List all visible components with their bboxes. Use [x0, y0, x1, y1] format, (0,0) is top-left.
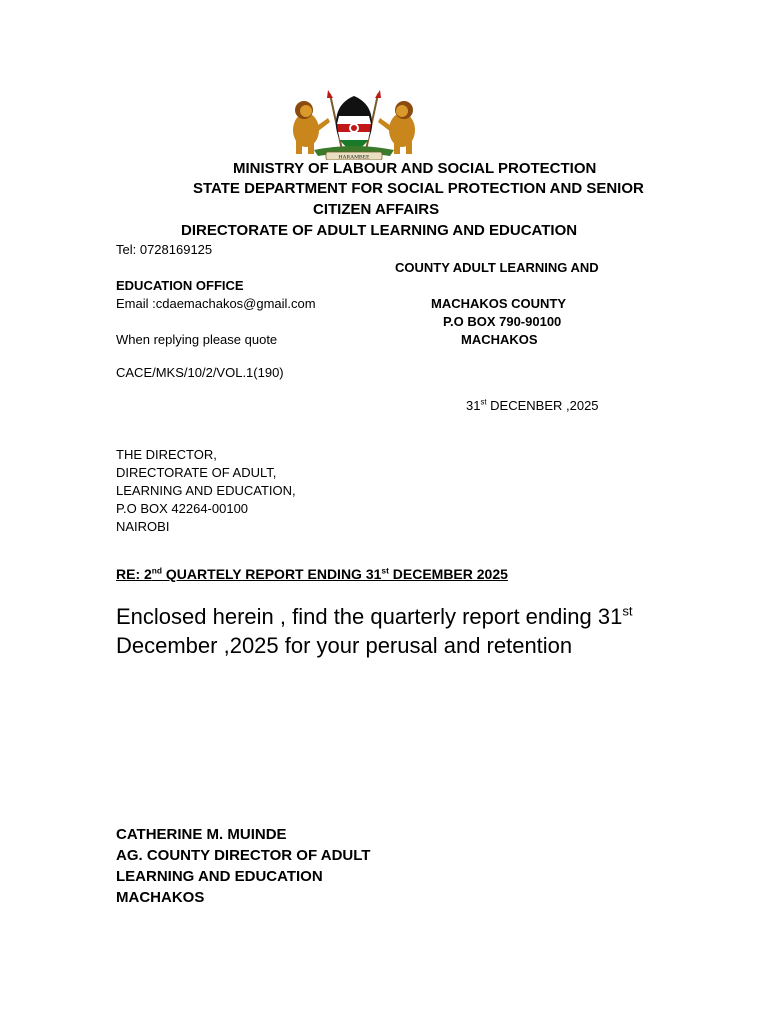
signatory-location: MACHAKOS [116, 889, 205, 906]
header-citizen-affairs: CITIZEN AFFAIRS [313, 201, 440, 218]
emblem-motto: HARAMBEE [338, 154, 370, 160]
header-directorate: DIRECTORATE OF ADULT LEARNING AND EDUCATION [181, 222, 578, 239]
reply-note: When replying please quote [116, 332, 278, 347]
telephone: Tel: 0728169125 [116, 242, 213, 257]
office-name-left: EDUCATION OFFICE [116, 278, 244, 293]
recipient-line: LEARNING AND EDUCATION, [116, 483, 296, 498]
county-name: MACHAKOS COUNTY [431, 296, 567, 311]
recipient-line: P.O BOX 42264-00100 [116, 501, 249, 516]
reference-number: CACE/MKS/10/2/VOL.1(190) [116, 365, 284, 380]
letter-body: Enclosed herein , find the quarterly report ending 31st December ,2025 for your perusal and retention [116, 603, 633, 658]
right-lion-icon [378, 101, 415, 154]
signature-block [116, 824, 370, 908]
coat-of-arms-emblem [284, 88, 424, 160]
letter-date: 31st DECENBER ,2025 [466, 397, 599, 413]
signatory-name: CATHERINE M. MUINDE [116, 826, 287, 843]
office-name-right: COUNTY ADULT LEARNING AND [395, 260, 599, 275]
signatory-title: AG. COUNTY DIRECTOR OF ADULT [116, 847, 371, 864]
office-town: MACHAKOS [461, 332, 538, 347]
recipient-line: DIRECTORATE OF ADULT, [116, 465, 277, 480]
subject-line: RE: 2nd QUARTELY REPORT ENDING 31st DECEMBER 2025 [116, 565, 508, 582]
recipient-address [116, 446, 296, 536]
recipient-line: THE DIRECTOR, [116, 447, 217, 462]
recipient-line: NAIROBI [116, 519, 170, 534]
office-po-box: P.O BOX 790-90100 [443, 314, 562, 329]
left-lion-icon [293, 101, 330, 154]
header-ministry: MINISTRY OF LABOUR AND SOCIAL PROTECTION [233, 160, 597, 177]
header-state-department: STATE DEPARTMENT FOR SOCIAL PROTECTION AND SENIOR [193, 180, 644, 197]
email-address: Email :cdaemachakos@gmail.com [116, 296, 316, 311]
signatory-title: LEARNING AND EDUCATION [116, 868, 323, 885]
